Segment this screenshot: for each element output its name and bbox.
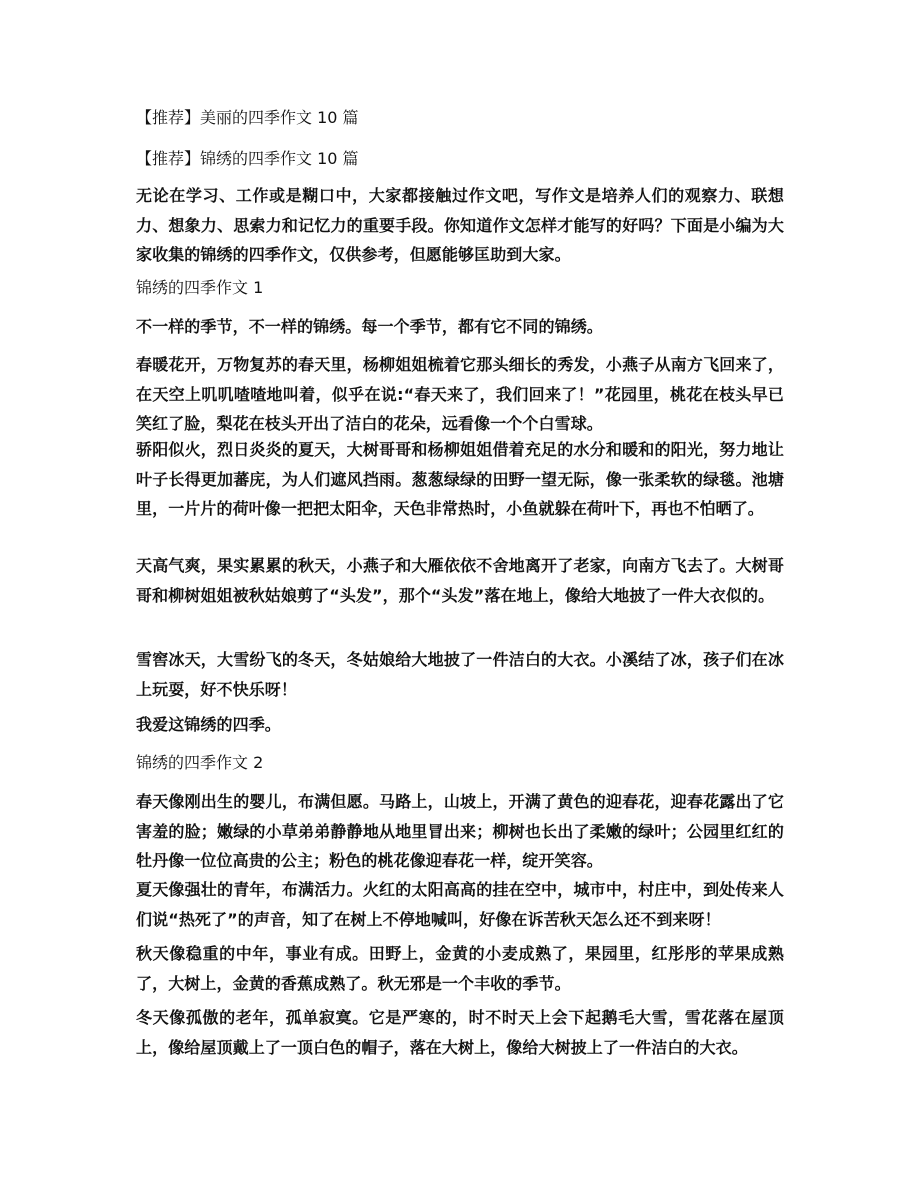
essay-2-heading: 锦绣的四季作文 2 bbox=[136, 753, 264, 772]
intro-paragraph: 无论在学习、工作或是糊口中，大家都接触过作文吧，写作文是培养人们的观察力、联想力、想象力、思索力和记忆力的重要手段。你知道作文怎样才能写的好吗？下面是小编为大家收集的锦绣的四季作文，仅供参考，但愿能够匡助到大家。 bbox=[136, 186, 784, 264]
essay-1-paragraph: 不一样的季节，不一样的锦绣。每一个季节，都有它不同的锦绣。 bbox=[136, 317, 603, 336]
essay-1-paragraph: 雪窖冰天，大雪纷飞的冬天，冬姑娘给大地披了一件洁白的大衣。小溪结了冰，孩子们在冰上玩耍，好不快乐呀！ bbox=[136, 650, 784, 699]
essay-1-heading: 锦绣的四季作文 1 bbox=[136, 278, 264, 297]
recommended-link-1[interactable]: 【推荐】美丽的四季作文 10 篇 bbox=[136, 108, 359, 127]
essay-1-paragraph: 天高气爽，果实累累的秋天，小燕子和大雁依依不舍地离开了老家，向南方飞去了。大树哥哥和柳树姐姐被秋姑娘剪了“头发”，那个“头发”落在地上，像给大地披了一件大衣似的。 bbox=[136, 556, 784, 605]
recommended-link-2[interactable]: 【推荐】锦绣的四季作文 10 篇 bbox=[136, 149, 359, 168]
essay-1-paragraph: 我爱这锦绣的四季。 bbox=[136, 715, 281, 734]
essay-1-paragraph: 骄阳似火，烈日炎炎的夏天，大树哥哥和杨柳姐姐借着充足的水分和暖和的阳光，努力地让叶子长得更加蕃庑，为人们遮风挡雨。葱葱绿绿的田野一望无际，像一张柔软的绿毯。池塘里，一片片的荷叶像一把把太阳伞，天色非常热时，小鱼就躲在荷叶下，再也不怕晒了。 bbox=[136, 440, 784, 518]
essay-2-paragraph: 夏天像强壮的青年，布满活力。火红的太阳高高的挂在空中，城市中，村庄中，到处传来人们说“热死了”的声音，知了在树上不停地喊叫，好像在诉苦秋天怎么还不到来呀！ bbox=[136, 880, 784, 929]
essay-2-paragraph: 春天像刚出生的婴儿，布满但愿。马路上，山坡上，开满了黄色的迎春花，迎春花露出了它害羞的脸；嫩绿的小草弟弟静静地从地里冒出来；柳树也长出了柔嫩的绿叶；公园里红红的牡丹像一位位高贵的公主；粉色的桃花像迎春花一样，绽开笑容。 bbox=[136, 792, 784, 870]
essay-2-paragraph: 冬天像孤傲的老年，孤单寂寞。它是严寒的，时不时天上会下起鹅毛大雪，雪花落在屋顶上，像给屋顶戴上了一顶白色的帽子，落在大树上，像给大树披上了一件洁白的大衣。 bbox=[136, 1008, 784, 1057]
essay-1-paragraph: 春暖花开，万物复苏的春天里，杨柳姐姐梳着它那头细长的秀发，小燕子从南方飞回来了，在天空上叽叽喳喳地叫着，似乎在说:“春天来了，我们回来了！”花园里，桃花在枝头早已笑红了脸，梨花在枝头开出了洁白的花朵，远看像一个个白雪球。 bbox=[136, 355, 784, 433]
essay-2-paragraph: 秋天像稳重的中年，事业有成。田野上，金黄的小麦成熟了，果园里，红彤彤的苹果成熟了，大树上，金黄的香蕉成熟了。秋无邪是一个丰收的季节。 bbox=[136, 944, 784, 993]
